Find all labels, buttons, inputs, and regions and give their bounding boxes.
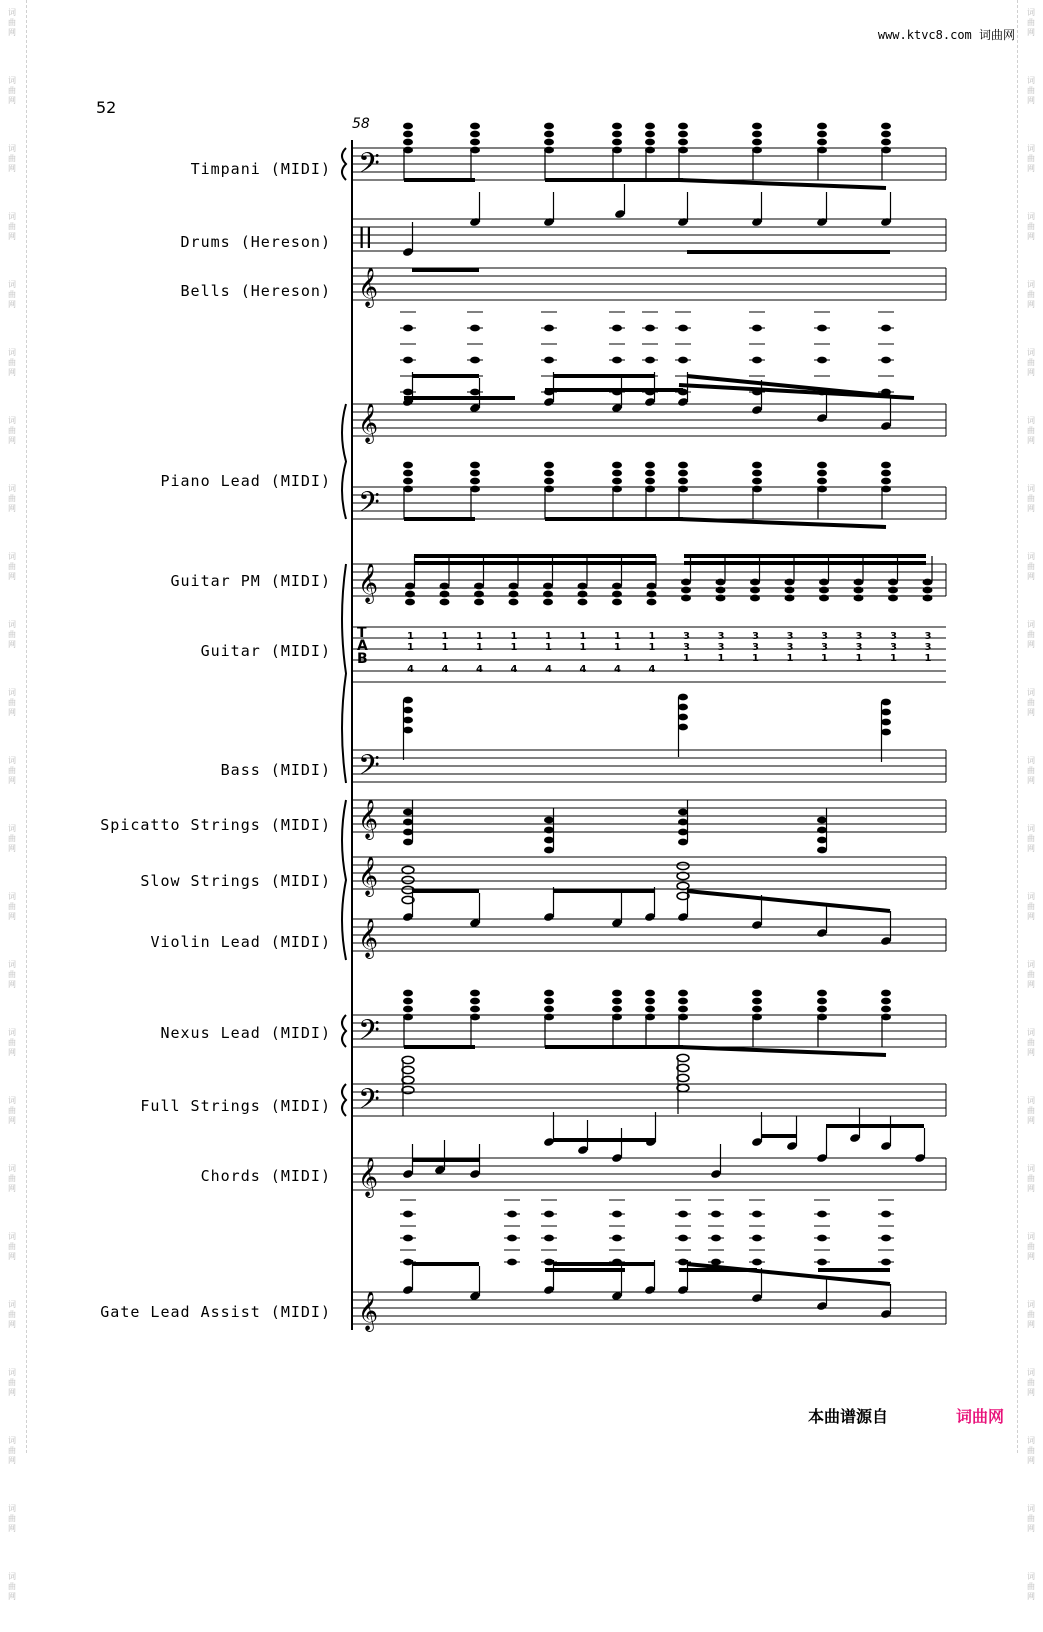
guitar-tab (352, 625, 946, 682)
guitar-note (750, 587, 760, 594)
chord-note (544, 990, 554, 997)
chord-note (645, 131, 655, 138)
tab-fret: 1 (786, 653, 794, 664)
label-chords: Chords (MIDI) (200, 1167, 331, 1185)
tab-fret: 1 (855, 653, 863, 664)
chord-note (612, 998, 622, 1005)
clef: 𝄞 (358, 1157, 379, 1197)
spicatto-note (544, 827, 554, 834)
footer-site[interactable]: 词曲网 (956, 1407, 1005, 1426)
beam (687, 1264, 890, 1284)
tab-fret: 3 (890, 642, 897, 653)
clef: 𝄞 (358, 403, 379, 443)
chord-note (645, 478, 655, 485)
bass-chord-note (403, 727, 413, 734)
beam (687, 891, 890, 911)
chord-note (470, 123, 480, 130)
chord-note (544, 998, 554, 1005)
brace (342, 800, 346, 960)
guitar-note (923, 587, 933, 594)
guitar-note (923, 579, 933, 586)
chord-note (678, 998, 688, 1005)
guitar-note (681, 579, 691, 586)
clef: 𝄞 (358, 799, 379, 839)
bass-chord-note (678, 724, 688, 731)
chord-note (403, 998, 413, 1005)
guitar-note (647, 591, 657, 598)
chord-note (645, 139, 655, 146)
tab-fret: 3 (786, 642, 794, 653)
chord-note (403, 462, 413, 469)
note-heads (400, 123, 933, 1319)
label-bass: Bass (MIDI) (220, 761, 331, 779)
footer-source: 本曲谱源自 (808, 1407, 889, 1426)
chord-note (678, 139, 688, 146)
chord-note (678, 470, 688, 477)
chord-note (612, 478, 622, 485)
spicatto-note (544, 837, 554, 844)
spicatto-note (817, 837, 827, 844)
chord-note (678, 462, 688, 469)
guitar-note (509, 599, 519, 606)
chord-note (817, 139, 827, 146)
tab-fret: 1 (821, 653, 828, 664)
tab-fret: 4 (545, 664, 552, 675)
guitar-note (681, 587, 691, 594)
clef: 𝄞 (358, 267, 379, 307)
chord-note (678, 123, 688, 130)
guitar-note (819, 579, 829, 586)
chord-note (752, 1006, 762, 1013)
chord-note (645, 462, 655, 469)
guitar-note (405, 583, 415, 590)
guitar-note (612, 591, 622, 598)
chord-note (645, 123, 655, 130)
spicatto-note (403, 839, 413, 846)
tab-fret: 3 (855, 631, 863, 642)
spicatto-note (403, 829, 413, 836)
label-drums: Drums (Hereson) (180, 233, 331, 251)
staff-lines (342, 140, 946, 1332)
beam (679, 1047, 886, 1055)
tab-letter: A (357, 638, 368, 654)
chord-note (881, 470, 891, 477)
bass-chord-note (881, 729, 891, 736)
tab-fret: 3 (786, 631, 794, 642)
guitar-note (681, 595, 691, 602)
chord-note (470, 998, 480, 1005)
label-violin: Violin Lead (MIDI) (150, 933, 331, 951)
tab-fret: 3 (890, 631, 897, 642)
tab-fret: 1 (648, 631, 656, 642)
chord-note (403, 990, 413, 997)
guitar-note (854, 587, 864, 594)
spicatto-note (678, 819, 688, 826)
clef: 𝄞 (358, 856, 379, 896)
page-number: 52 (96, 98, 117, 117)
tab-fret: 3 (752, 631, 759, 642)
guitar-note (716, 587, 726, 594)
bass-chord-note (678, 714, 688, 721)
brace (342, 1015, 346, 1047)
tab-fret: 4 (579, 664, 587, 675)
label-slow: Slow Strings (MIDI) (140, 872, 331, 890)
chord-note (544, 478, 554, 485)
guitar-note (578, 591, 588, 598)
chord-note (752, 998, 762, 1005)
chord-note (544, 139, 554, 146)
chord-note (403, 131, 413, 138)
chord-note (544, 462, 554, 469)
tab-fret: 3 (717, 642, 725, 653)
clef: 𝄞 (358, 563, 379, 603)
string-note (402, 1076, 414, 1083)
tab-fret: 1 (614, 631, 621, 642)
guitar-note (578, 583, 588, 590)
chord-note (678, 990, 688, 997)
chord-note (881, 990, 891, 997)
spicatto-note (544, 847, 554, 854)
label-full: Full Strings (MIDI) (140, 1097, 331, 1115)
chord-note (752, 478, 762, 485)
clef: || (358, 224, 373, 248)
guitar-note (854, 579, 864, 586)
guitar-note (888, 579, 898, 586)
label-spicatto: Spicatto Strings (MIDI) (100, 816, 331, 834)
chord-note (612, 470, 622, 477)
chord-note (752, 131, 762, 138)
guitar-note (750, 595, 760, 602)
chord-note (470, 478, 480, 485)
chord-note (612, 990, 622, 997)
guitar-note (474, 599, 484, 606)
tab-fret: 1 (407, 631, 414, 642)
tab-fret: 3 (855, 642, 863, 653)
tab-fret: 4 (510, 664, 518, 675)
chord-note (403, 1006, 413, 1013)
guitar-note (474, 591, 484, 598)
chord-note (470, 470, 480, 477)
tab-fret: 3 (924, 631, 932, 642)
chord-note (817, 470, 827, 477)
tab-fret: 3 (683, 631, 690, 642)
chord-note (612, 123, 622, 130)
chord-note (752, 462, 762, 469)
chord-note (817, 998, 827, 1005)
beam (679, 180, 886, 188)
guitar-note (440, 591, 450, 598)
chord-note (470, 131, 480, 138)
chord-note (612, 1006, 622, 1013)
guitar-note (716, 579, 726, 586)
tab-letter: B (357, 651, 368, 667)
brace (342, 404, 346, 519)
brace (342, 148, 346, 180)
chord-note (817, 123, 827, 130)
string-note (677, 1084, 689, 1091)
chord-note (470, 139, 480, 146)
chord-note (645, 470, 655, 477)
tab-fret: 1 (476, 642, 483, 653)
chord-note (678, 131, 688, 138)
bass-chord-note (881, 699, 891, 706)
chord-note (881, 131, 891, 138)
chord-note (403, 470, 413, 477)
guitar-note (750, 579, 760, 586)
guitar-note (716, 595, 726, 602)
spicatto-note (817, 827, 827, 834)
label-timpani: Timpani (MIDI) (190, 160, 331, 178)
tab-fret: 4 (648, 664, 656, 675)
chord-note (817, 1006, 827, 1013)
guitar-note (543, 591, 553, 598)
measure-number: 58 (352, 116, 370, 132)
string-note (677, 1054, 689, 1061)
clef: 𝄞 (358, 1291, 379, 1331)
tab-fret: 3 (924, 642, 932, 653)
guitar-note (888, 587, 898, 594)
chord-note (544, 470, 554, 477)
string-note (402, 1056, 414, 1063)
guitar-note (785, 587, 795, 594)
bass-chord-note (403, 697, 413, 704)
guitar-note (819, 595, 829, 602)
tab-fret: 1 (752, 653, 759, 664)
guitar-note (647, 583, 657, 590)
chord-note (881, 139, 891, 146)
guitar-note (923, 595, 933, 602)
guitar-note (785, 595, 795, 602)
spicatto-note (817, 847, 827, 854)
chord-note (817, 131, 827, 138)
guitar-note (543, 599, 553, 606)
chord-note (544, 123, 554, 130)
bass-chord-note (403, 717, 413, 724)
chord-note (612, 131, 622, 138)
chord-note (645, 1006, 655, 1013)
site-header[interactable]: www.ktvc8.com 词曲网 (877, 28, 1015, 42)
tab-fret: 1 (579, 642, 587, 653)
slow-string-note (677, 862, 689, 869)
tab-fret: 1 (648, 642, 656, 653)
tab-fret: 1 (407, 642, 414, 653)
spicatto-note (678, 809, 688, 816)
chord-note (881, 462, 891, 469)
tab-fret: 1 (441, 631, 449, 642)
spicatto-note (678, 829, 688, 836)
guitar-note (440, 599, 450, 606)
left-watermark: 词 曲 网 词 曲 网 词 曲 网 词 曲 网 词 曲 网 词 曲 网 词 曲 网 词 曲 网 词 曲 网 词 曲 网 词 曲 网 词 曲 网 词 曲 网 词 曲 网 词 曲 网 词 曲 网 词 曲 网 词 曲 网 词 曲 网 词 曲 网 词 曲 网 词 曲 网 词 曲 网 词 曲 网 (8, 8, 16, 1601)
tab-fret: 3 (717, 631, 725, 642)
string-note (677, 1074, 689, 1081)
label-piano: Piano Lead (MIDI) (160, 472, 331, 490)
chord-note (612, 462, 622, 469)
tab-fret: 3 (821, 631, 828, 642)
spicatto-note (544, 817, 554, 824)
bass-chord-note (678, 704, 688, 711)
guitar-note (612, 599, 622, 606)
guitar-note (509, 591, 519, 598)
spicatto-note (403, 819, 413, 826)
tab-letter: T (357, 625, 367, 641)
chord-note (752, 123, 762, 130)
tab-fret: 1 (924, 653, 932, 664)
spicatto-note (817, 817, 827, 824)
tab-fret: 1 (441, 642, 449, 653)
chord-note (752, 990, 762, 997)
guitar-note (578, 599, 588, 606)
tab-fret: 3 (821, 642, 828, 653)
chord-note (403, 123, 413, 130)
slow-string-note (402, 876, 414, 883)
tab-fret: 4 (476, 664, 483, 675)
guitar-note (854, 595, 864, 602)
guitar-note (405, 599, 415, 606)
chord-note (470, 990, 480, 997)
tab-fret: 4 (614, 664, 621, 675)
tab-fret: 3 (752, 642, 759, 653)
clef: 𝄢 (358, 1014, 380, 1054)
chord-note (470, 1006, 480, 1013)
spicatto-note (403, 809, 413, 816)
chord-note (645, 990, 655, 997)
chord-note (817, 478, 827, 485)
guitar-note (509, 583, 519, 590)
label-guitar: Guitar (MIDI) (200, 642, 331, 660)
clef: 𝄢 (358, 1083, 380, 1123)
chord-note (544, 1006, 554, 1013)
guitar-note (785, 579, 795, 586)
string-note (677, 1064, 689, 1071)
guitar-note (647, 599, 657, 606)
brace (342, 564, 346, 783)
bass-chord-note (403, 707, 413, 714)
clef: 𝄢 (358, 749, 380, 789)
clef: 𝄢 (358, 147, 380, 187)
string-note (402, 1066, 414, 1073)
guitar-note (612, 583, 622, 590)
tab-fret: 1 (890, 653, 897, 664)
chord-note (881, 998, 891, 1005)
chord-note (678, 1006, 688, 1013)
right-watermark: 词 曲 网 词 曲 网 词 曲 网 词 曲 网 词 曲 网 词 曲 网 词 曲 网 词 曲 网 词 曲 网 词 曲 网 词 曲 网 词 曲 网 词 曲 网 词 曲 网 词 曲 网 词 曲 网 词 曲 网 词 曲 网 词 曲 网 词 曲 网 词 曲 网 词 曲 网 词 曲 网 词 曲 网 (1027, 8, 1035, 1601)
brace (342, 1084, 346, 1116)
chord-note (470, 462, 480, 469)
tab-fret: 1 (476, 631, 483, 642)
tab-fret: 1 (545, 642, 552, 653)
string-note (402, 1086, 414, 1093)
chord-note (881, 123, 891, 130)
tab-fret: 1 (545, 631, 552, 642)
guitar-note (405, 591, 415, 598)
chord-note (403, 139, 413, 146)
chord-note (752, 470, 762, 477)
chord-note (881, 1006, 891, 1013)
label-guitar-pm: Guitar PM (MIDI) (170, 572, 331, 590)
label-nexus: Nexus Lead (MIDI) (160, 1024, 331, 1042)
bass-chord-note (881, 709, 891, 716)
chord-note (403, 478, 413, 485)
chord-note (612, 139, 622, 146)
label-bells: Bells (Hereson) (180, 282, 331, 300)
tab-fret: 4 (441, 664, 449, 675)
chord-note (817, 990, 827, 997)
beam (679, 519, 886, 527)
chord-note (752, 139, 762, 146)
clef: 𝄢 (358, 486, 380, 526)
tab-fret: 1 (683, 653, 690, 664)
bass-chord-note (881, 719, 891, 726)
tab-fret: 3 (683, 642, 690, 653)
tab-fret: 1 (510, 631, 518, 642)
guitar-note (819, 587, 829, 594)
guitar-note (440, 583, 450, 590)
tab-fret: 1 (717, 653, 725, 664)
chord-note (881, 478, 891, 485)
tab-fret: 1 (579, 631, 587, 642)
guitar-note (888, 595, 898, 602)
chord-note (817, 462, 827, 469)
bass-chord-note (678, 694, 688, 701)
tab-fret: 1 (614, 642, 621, 653)
tab-fret: 1 (510, 642, 518, 653)
chord-note (678, 478, 688, 485)
guitar-note (543, 583, 553, 590)
chord-note (645, 998, 655, 1005)
clef: 𝄞 (358, 918, 379, 958)
spicatto-note (678, 839, 688, 846)
label-gate: Gate Lead Assist (MIDI) (100, 1303, 331, 1321)
chord-note (544, 131, 554, 138)
guitar-note (474, 583, 484, 590)
tab-fret: 4 (407, 664, 414, 675)
